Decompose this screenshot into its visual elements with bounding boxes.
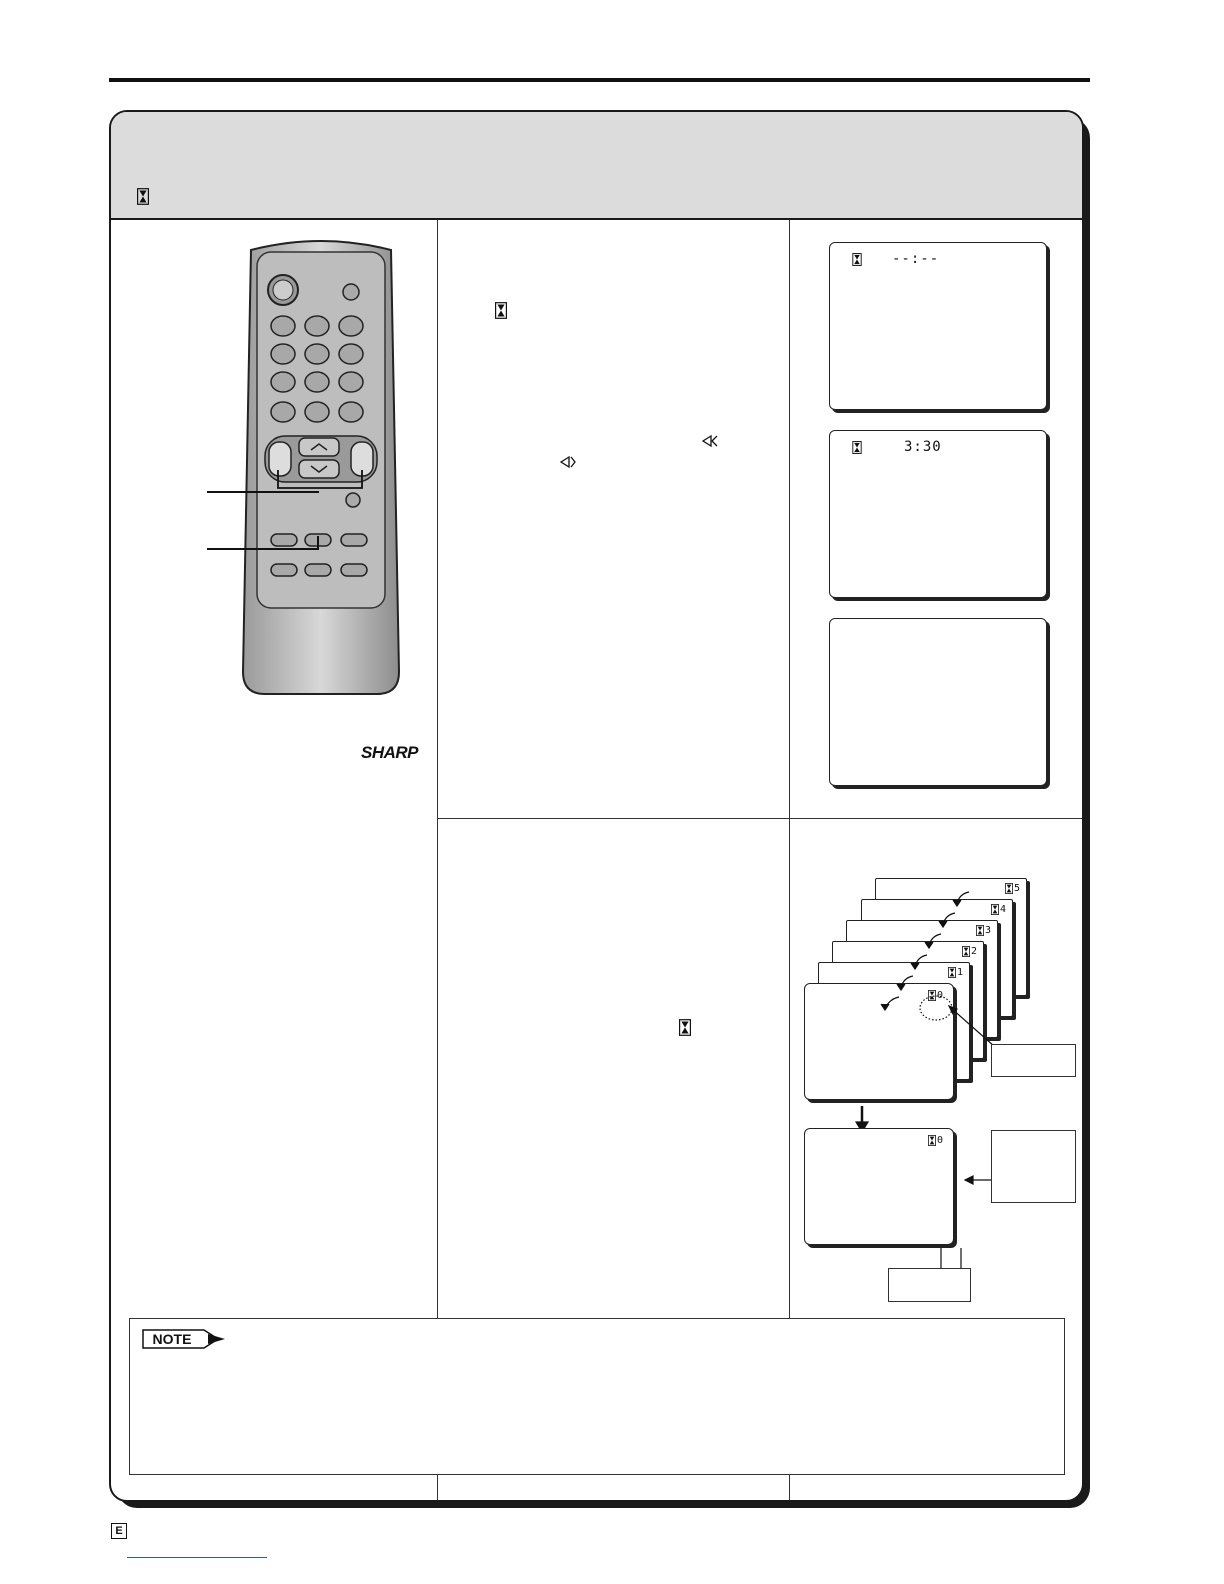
callout-box [888, 1268, 971, 1302]
countdown-value: 3 [984, 925, 991, 936]
callout-box [991, 1044, 1076, 1077]
top-rule [109, 78, 1090, 82]
column-divider [789, 220, 790, 1500]
countdown-value: 2 [970, 946, 977, 957]
countdown-value: 0 [936, 990, 943, 1001]
remote-control [231, 232, 411, 702]
volume-up-icon [701, 432, 719, 450]
osd-screen [829, 618, 1047, 786]
hourglass-icon [137, 188, 149, 205]
countdown-arrows [801, 888, 1061, 1308]
instruction-panel [109, 110, 1084, 1502]
hourglass-icon [679, 1019, 691, 1036]
osd-time: 3:30 [904, 439, 942, 455]
countdown-value: 1 [956, 967, 963, 978]
volume-down-icon [559, 453, 577, 471]
bottom-underline [127, 1557, 267, 1558]
column-divider [437, 220, 438, 1500]
osd-screen [829, 242, 1047, 410]
osd-screen [829, 430, 1047, 598]
hourglass-icon [852, 253, 862, 266]
hourglass-icon [852, 441, 862, 454]
osd-time: --:-- [892, 251, 940, 267]
panel-header [111, 112, 1082, 220]
hourglass-icon [928, 1135, 936, 1146]
callout-line [207, 491, 319, 493]
callout-line [207, 548, 317, 550]
note-label: NOTE [152, 1331, 192, 1347]
hourglass-icon [495, 302, 507, 319]
countdown-value: 4 [999, 904, 1006, 915]
language-mark: E [111, 1523, 127, 1539]
countdown-final-screen [804, 1128, 954, 1245]
callout-box [991, 1130, 1076, 1203]
countdown-value: 0 [936, 1135, 943, 1146]
note-box [129, 1318, 1065, 1475]
callout-line [317, 536, 319, 550]
countdown-value: 5 [1013, 883, 1020, 894]
row-divider [437, 818, 1082, 819]
note-badge [142, 1329, 226, 1349]
remote-brand-logo: SHARP [361, 743, 419, 762]
